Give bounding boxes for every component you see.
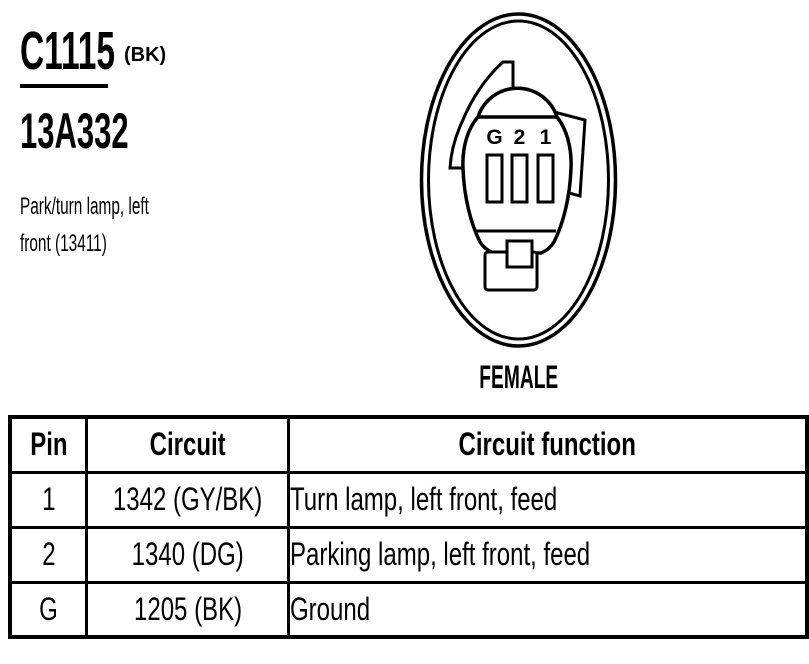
pin-cell: G (10, 582, 87, 637)
connector-gender-label: FEMALE (479, 359, 559, 395)
pin-slot-1 (538, 155, 553, 202)
table-row (10, 472, 807, 527)
connector-id-text: C1115 (20, 21, 115, 81)
circuit-cell: 1205 (BK) (87, 582, 289, 637)
column-header-circuit-function: Circuit function (289, 417, 807, 472)
table-row (10, 527, 807, 582)
column-header-pin: Pin (10, 417, 87, 472)
part-number-heading (20, 103, 195, 159)
pinout-table-header-row (10, 417, 807, 472)
circuit-function-cell: Ground (289, 582, 807, 637)
circuit-cell: 1342 (GY/BK) (87, 472, 289, 527)
index-notch (507, 241, 532, 267)
circuit-function-cell: Turn lamp, left front, feed (289, 472, 807, 527)
circuit-cell: 1340 (DG) (87, 527, 289, 582)
pin-label-g: G (486, 126, 503, 149)
table-row (10, 582, 807, 637)
description-line-1: Park/turn lamp, left (20, 193, 149, 220)
pin-label-1: 1 (539, 126, 552, 149)
connector-description (20, 188, 221, 262)
pin-slot-2 (512, 155, 527, 202)
pin-cell: 2 (10, 527, 87, 582)
description-line-2: front (13411) (20, 230, 107, 257)
part-number-text: 13A332 (20, 103, 129, 159)
pin-label-2: 2 (513, 126, 526, 149)
pin-cell: 1 (10, 472, 87, 527)
connector-color-code: (BK) (124, 44, 167, 66)
connector-id-underline (20, 84, 108, 88)
column-header-circuit: Circuit (87, 417, 289, 472)
connector-face-diagram (408, 4, 630, 360)
pinout-table (8, 415, 809, 639)
circuit-function-cell: Parking lamp, left front, feed (289, 527, 807, 582)
pin-slot-g (487, 155, 502, 202)
